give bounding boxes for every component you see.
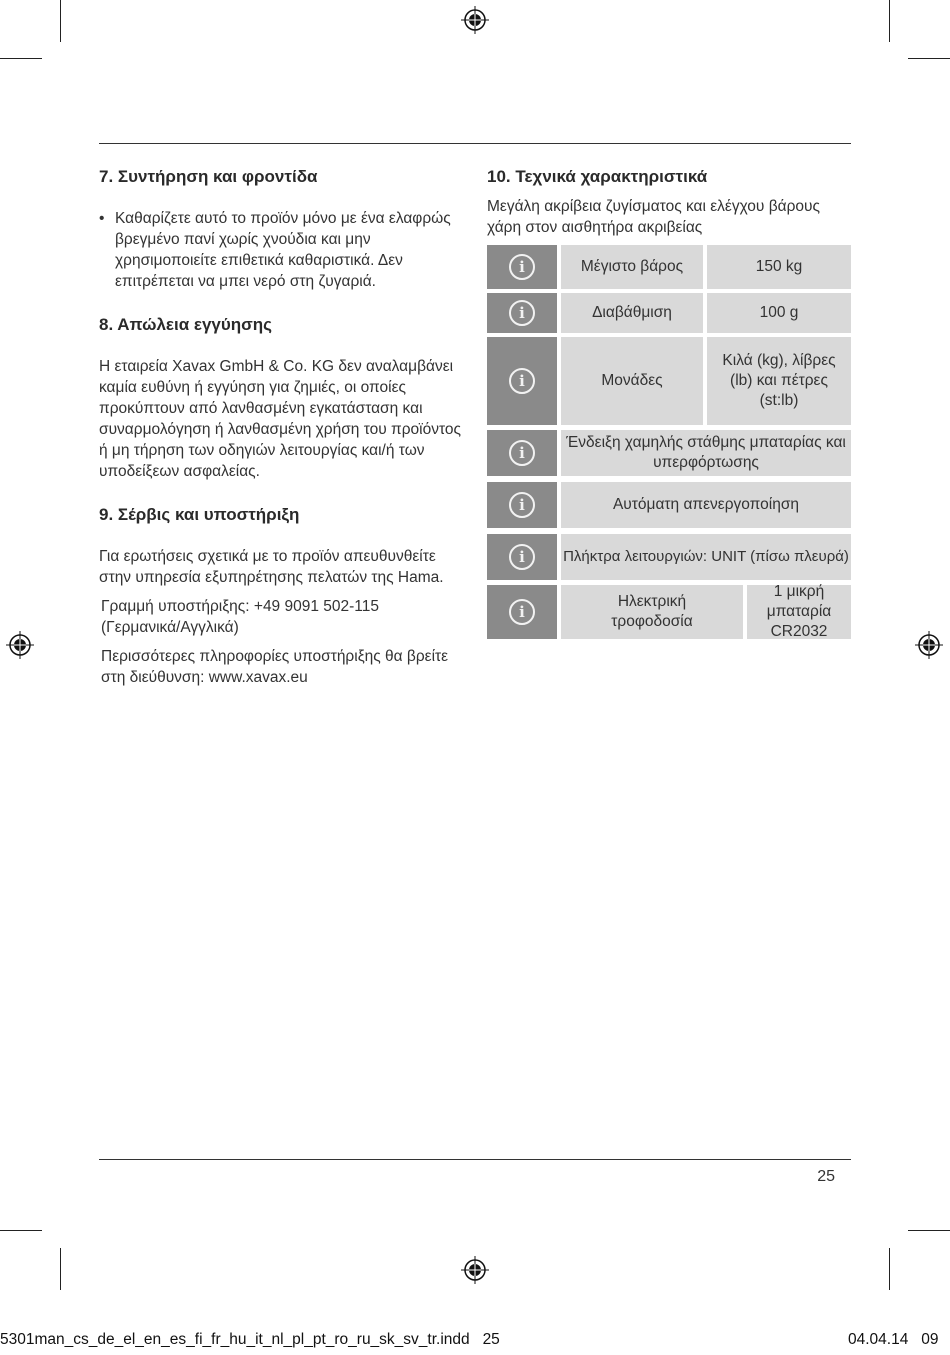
- spec-label: Ηλεκτρική τροφοδοσία: [561, 585, 743, 639]
- spec-value: Κιλά (kg), λίβρες (lb) και πέτρες (st:lb): [707, 337, 851, 425]
- spec-label: Πλήκτρα λειτουργιών: UNIT (πίσω πλευρά): [561, 534, 851, 580]
- warranty-text: Η εταιρεία Xavax GmbH & Co. KG δεν αναλαμβάνει καμία ευθύνη ή εγγύηση για ζημιές, οι οποίες προκύπτουν από λανθασμένη εγκατάσταση και συναρμολόγηση ή λανθασμένη χρήση του προϊόντος ή μη τήρηση των οδηγιών λειτουργίας και/ή των υποδείξεων ασφαλείας.: [99, 358, 461, 480]
- crop-mark: [60, 1248, 61, 1290]
- service-title: 9. Σέρβις και υποστήριξη: [99, 505, 300, 524]
- specs-title: 10. Τεχνικά χαρακτηριστικά: [487, 167, 708, 186]
- spec-row: [487, 245, 851, 289]
- spec-label: Αυτόματη απενεργοποίηση: [561, 482, 851, 528]
- spec-label: Ένδειξη χαμηλής στάθμης μπαταρίας και υπερφόρτωσης: [561, 430, 851, 476]
- info-cell: [487, 430, 557, 476]
- registration-mark-icon: [460, 1255, 490, 1285]
- crop-mark: [0, 1230, 42, 1231]
- info-cell: [487, 245, 557, 289]
- spec-row: [487, 293, 851, 333]
- maintenance-title: 7. Συντήρηση και φροντίδα: [99, 167, 318, 186]
- specs-intro: Μεγάλη ακρίβεια ζυγίσματος και ελέγχου βάρους χάρη στον αισθητήρα ακριβείας: [487, 198, 820, 236]
- info-icon: i: [509, 599, 535, 625]
- crop-mark: [60, 0, 61, 42]
- specs-header: [487, 166, 851, 238]
- info-cell: [487, 293, 557, 333]
- crop-mark: [889, 1248, 890, 1290]
- registration-mark-icon: [460, 5, 490, 35]
- footer-rule: [99, 1159, 851, 1160]
- spec-row: [487, 430, 851, 476]
- maintenance-bullet: [99, 208, 461, 292]
- crop-mark: [908, 1230, 950, 1231]
- crop-mark: [0, 58, 42, 59]
- info-cell: [487, 585, 557, 639]
- spec-row: [487, 534, 851, 580]
- spec-row: [487, 585, 851, 639]
- service-hotline: Γραμμή υποστήριξης: +49 9091 502-115 (Γερμανικά/Αγγλικά): [101, 598, 380, 636]
- slug-date: 04.04.14 09: [848, 1331, 939, 1348]
- header-rule: [99, 143, 851, 144]
- spec-label: Μέγιστο βάρος: [561, 245, 703, 289]
- info-icon: i: [509, 492, 535, 518]
- warranty-title: 8. Απώλεια εγγύησης: [99, 315, 272, 334]
- info-cell: [487, 534, 557, 580]
- service-text-3: Περισσότερες πληροφορίες υποστήριξης θα βρείτε στη διεύθυνση: www.xavax.eu: [101, 648, 449, 686]
- crop-mark: [908, 58, 950, 59]
- info-icon: i: [509, 440, 535, 466]
- spec-row: [487, 482, 851, 528]
- left-column: [99, 166, 461, 688]
- spec-value: 100 g: [707, 293, 851, 333]
- registration-mark-icon: [5, 630, 35, 660]
- spec-label: Μονάδες: [561, 337, 703, 425]
- spec-label: Διαβάθμιση: [561, 293, 703, 333]
- info-icon: i: [509, 368, 535, 394]
- spec-value: 1 μικρή μπαταρία CR2032: [747, 585, 851, 639]
- spec-value: 150 kg: [707, 245, 851, 289]
- info-icon: i: [509, 300, 535, 326]
- crop-mark: [889, 0, 890, 42]
- maintenance-text: Καθαρίζετε αυτό το προϊόν μόνο με ένα ελαφρώς βρεγμένο πανί χωρίς χνούδια και μην χρησιμοποιείτε επιθετικά καθαριστικά. Δεν επιτρέπεται να μπει νερό στη ζυγαριά.: [115, 210, 451, 290]
- info-cell: [487, 337, 557, 425]
- registration-mark-icon: [914, 630, 944, 660]
- bullet-icon: •: [99, 210, 105, 227]
- info-icon: i: [509, 544, 535, 570]
- info-cell: [487, 482, 557, 528]
- page-number: 25: [817, 1168, 835, 1185]
- info-icon: i: [509, 254, 535, 280]
- spec-row: [487, 337, 851, 425]
- slug-filename: 5301man_cs_de_el_en_es_fi_fr_hu_it_nl_pl_pt_ro_ru_sk_sv_tr.indd 25: [0, 1331, 500, 1348]
- service-text-1: Για ερωτήσεις σχετικά με το προϊόν απευθυνθείτε στην υπηρεσία εξυπηρέτησης πελατών της Hama.: [99, 548, 444, 586]
